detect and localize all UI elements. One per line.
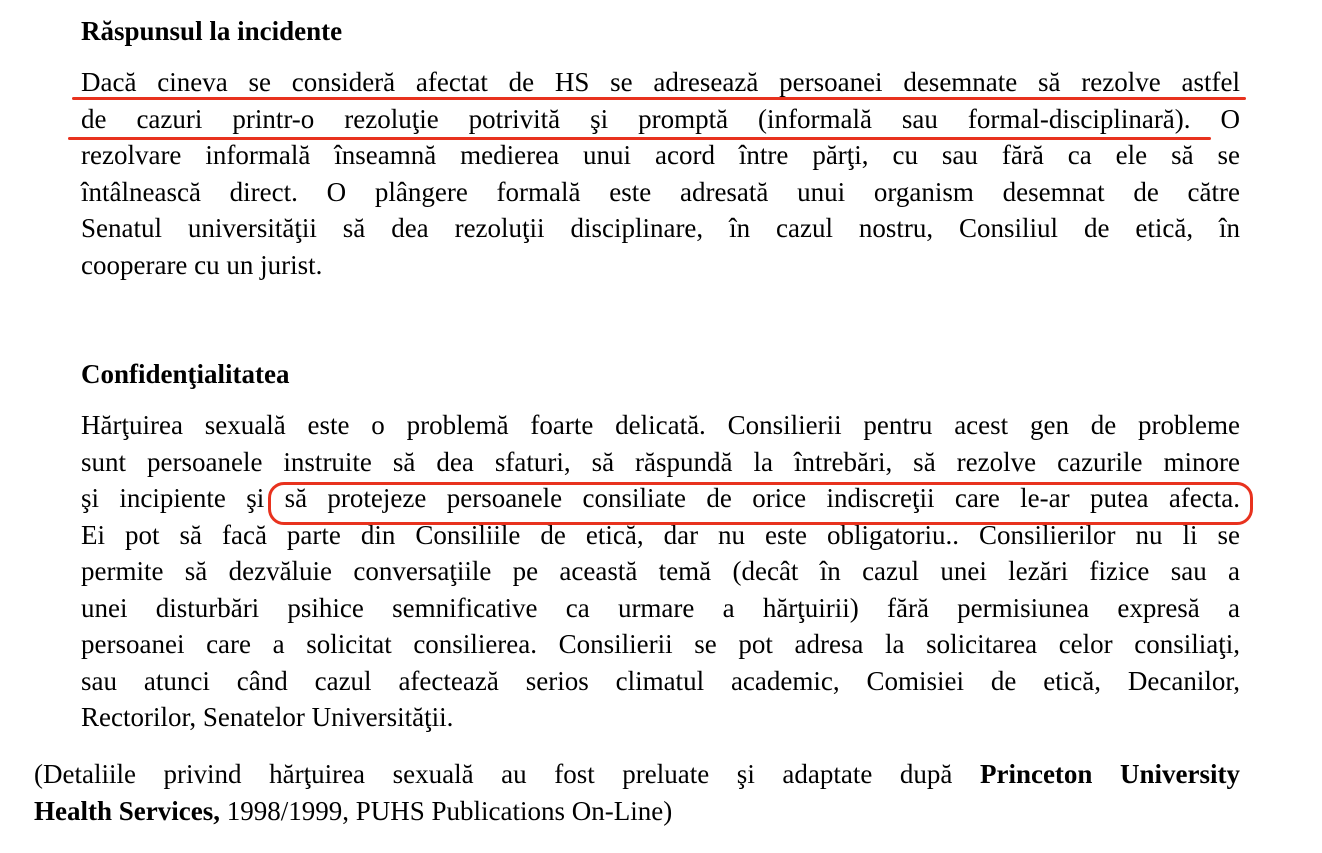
text-line: Ei pot să facă parte din Consiliile de etică, dar nu este obligatoriu.. Consilierilor nu li se <box>81 519 1240 550</box>
text-line: sau atunci când cazul afectează serios climatul academic, Comisiei de etică, Decanilor, <box>81 665 1240 696</box>
text-line: de cazuri printr-o rezoluţie potrivită şi promptă (informală sau formal-disciplinară). O <box>81 103 1240 134</box>
section-heading-incidente: Răspunsul la incidente <box>81 16 343 46</box>
paragraph-confidentialitate <box>81 407 1240 736</box>
text-line: Senatul universităţii să dea rezoluţii disciplinare, în cazul nostru, Consiliul de etică, în <box>81 213 1240 243</box>
section-heading-confidentialitate: Confidenţialitatea <box>81 359 290 389</box>
source-note-text: 1998/1999, PUHS Publications On-Line) <box>219 795 673 826</box>
text-line: Hărţuirea sexuală este o problemă foarte delicată. Consilierii pentru acest gen de probleme <box>81 410 1240 440</box>
text-line: persoanei care a solicitat consilierea. Consilierii se pot adresa la solicitarea celor consiliaţi, <box>81 629 1240 659</box>
red-oval-annotation <box>268 482 1253 525</box>
source-note <box>34 756 1240 829</box>
text-line: unei disturbări psihice semnificative ca urmare a hărţuirii) fără permisiunea expresă a <box>81 592 1240 623</box>
text-line: permite să dezvăluie conversaţiile pe această temă (decât în cazul unei lezări fizice sau a <box>81 556 1240 586</box>
source-note-line <box>34 793 1240 830</box>
text-line: rezolvare informală înseamnă medierea unui acord între părţi, cu sau fără ca ele să se <box>81 140 1240 170</box>
text-line: Dacă cineva se consideră afectat de HS se adresează persoanei desemnate să rezolve astfel <box>81 67 1240 97</box>
source-note-line <box>34 756 1240 793</box>
text-line: cooperare cu un jurist. <box>81 249 323 280</box>
source-note-text: (Detaliile privind hărţuirea sexuală au fost preluate şi adaptate după <box>34 759 980 789</box>
red-underline-annotation <box>68 137 1211 140</box>
text-line: sunt persoanele instruite să dea sfaturi, să răspundă la întrebări, să rezolve cazurile minore <box>81 446 1240 477</box>
source-note-bold: Princeton University <box>979 759 1240 789</box>
source-note-bold: Health Services, <box>34 795 220 826</box>
text-line: şi incipiente şi să protejeze persoanele consiliate de orice indiscreţii care le-ar putea afecta. <box>81 483 1240 513</box>
red-underline-annotation <box>72 97 1246 100</box>
text-line: Rectorilor, Senatelor Universităţii. <box>81 702 454 732</box>
text-line: întâlnească direct. O plângere formală este adresată unui organism desemnat de către <box>81 176 1240 207</box>
